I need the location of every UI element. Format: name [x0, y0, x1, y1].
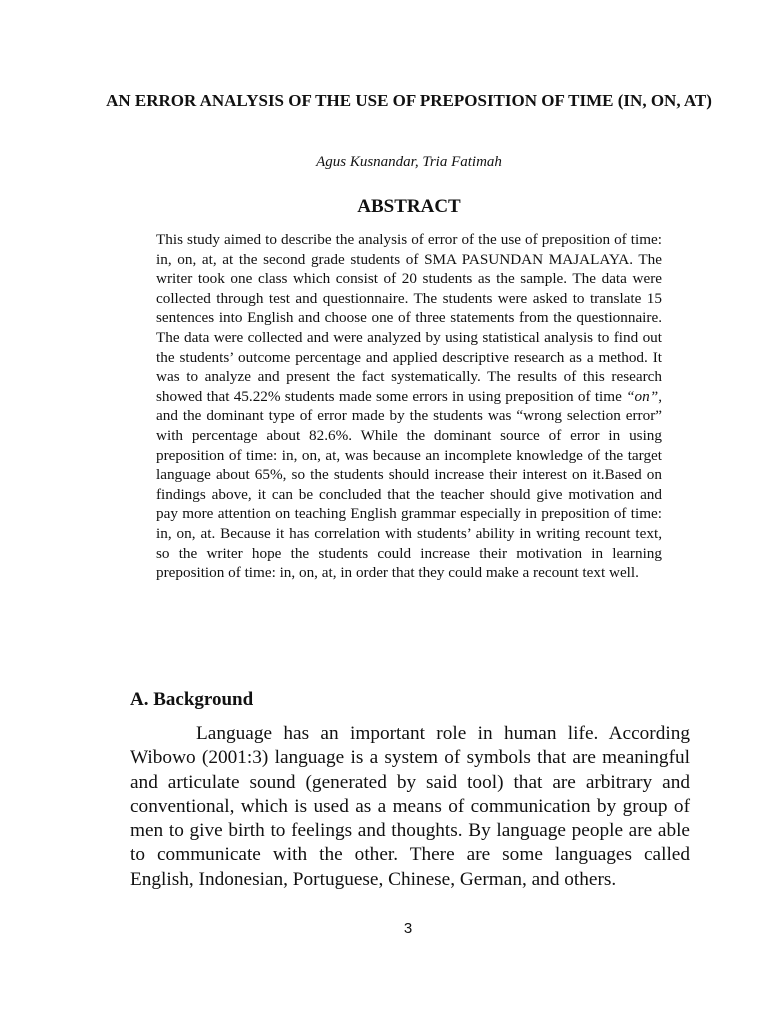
paper-title: AN ERROR ANALYSIS OF THE USE OF PREPOSITION OF TIME (IN, ON, AT)	[106, 91, 712, 110]
abstract-text-part-1: This study aimed to describe the analysis of error of the use of preposition of time: in, on, at, at the second grade students of SMA PASUNDAN MAJALAYA. The writer took one class which consist of 20 students as the sample. The data were collected through test and questionnaire. The students were asked to translate 15 sentences into English and choose one of three statements from the questionnaire. The data were collected and were analyzed by using statistical analysis to find out the students’ outcome percentage and applied descriptive research as a method. It was to analyze and present the fact systematically. The results of this research showed that 45.22% students made some errors in using preposition of time	[156, 231, 662, 405]
abstract-text-part-2: , and the dominant type of error made by the students was “wrong selection error” with percentage about 82.6%. While the dominant source of error in using preposition of time: in, on, at, was because an incomplete knowledge of the target language about 65%, so the students should increase their interest on it.Based on findings above, it can be concluded that the teacher should give motivation and pay more attention on teaching English grammar especially in preposition of time: in, on, at. Because it has correlation with students’ ability in writing recount text, so the writer hope the students could increase their motivation in learning preposition of time: in, on, at, in order that they could make a recount text well.	[156, 387, 662, 582]
paper-authors: Agus Kusnandar, Tria Fatimah	[316, 154, 502, 170]
abstract-emphasis-on: “on”	[626, 387, 659, 405]
section-body-background: Language has an important role in human life. According Wibowo (2001:3) language is a system of symbols that are meaningful and articulate sound (generated by said tool) that are arbitrary and conventional, which is used as a means of communication by group of men to give birth to feelings and thoughts. By language people are able to communicate with the other. There are some languages called English, Indonesian, Portuguese, Chinese, German, and others.	[130, 723, 690, 890]
page-number: 3	[403, 920, 413, 937]
section-heading-background: A. Background	[130, 689, 254, 710]
abstract-heading: ABSTRACT	[357, 196, 461, 217]
abstract-body	[156, 230, 662, 583]
